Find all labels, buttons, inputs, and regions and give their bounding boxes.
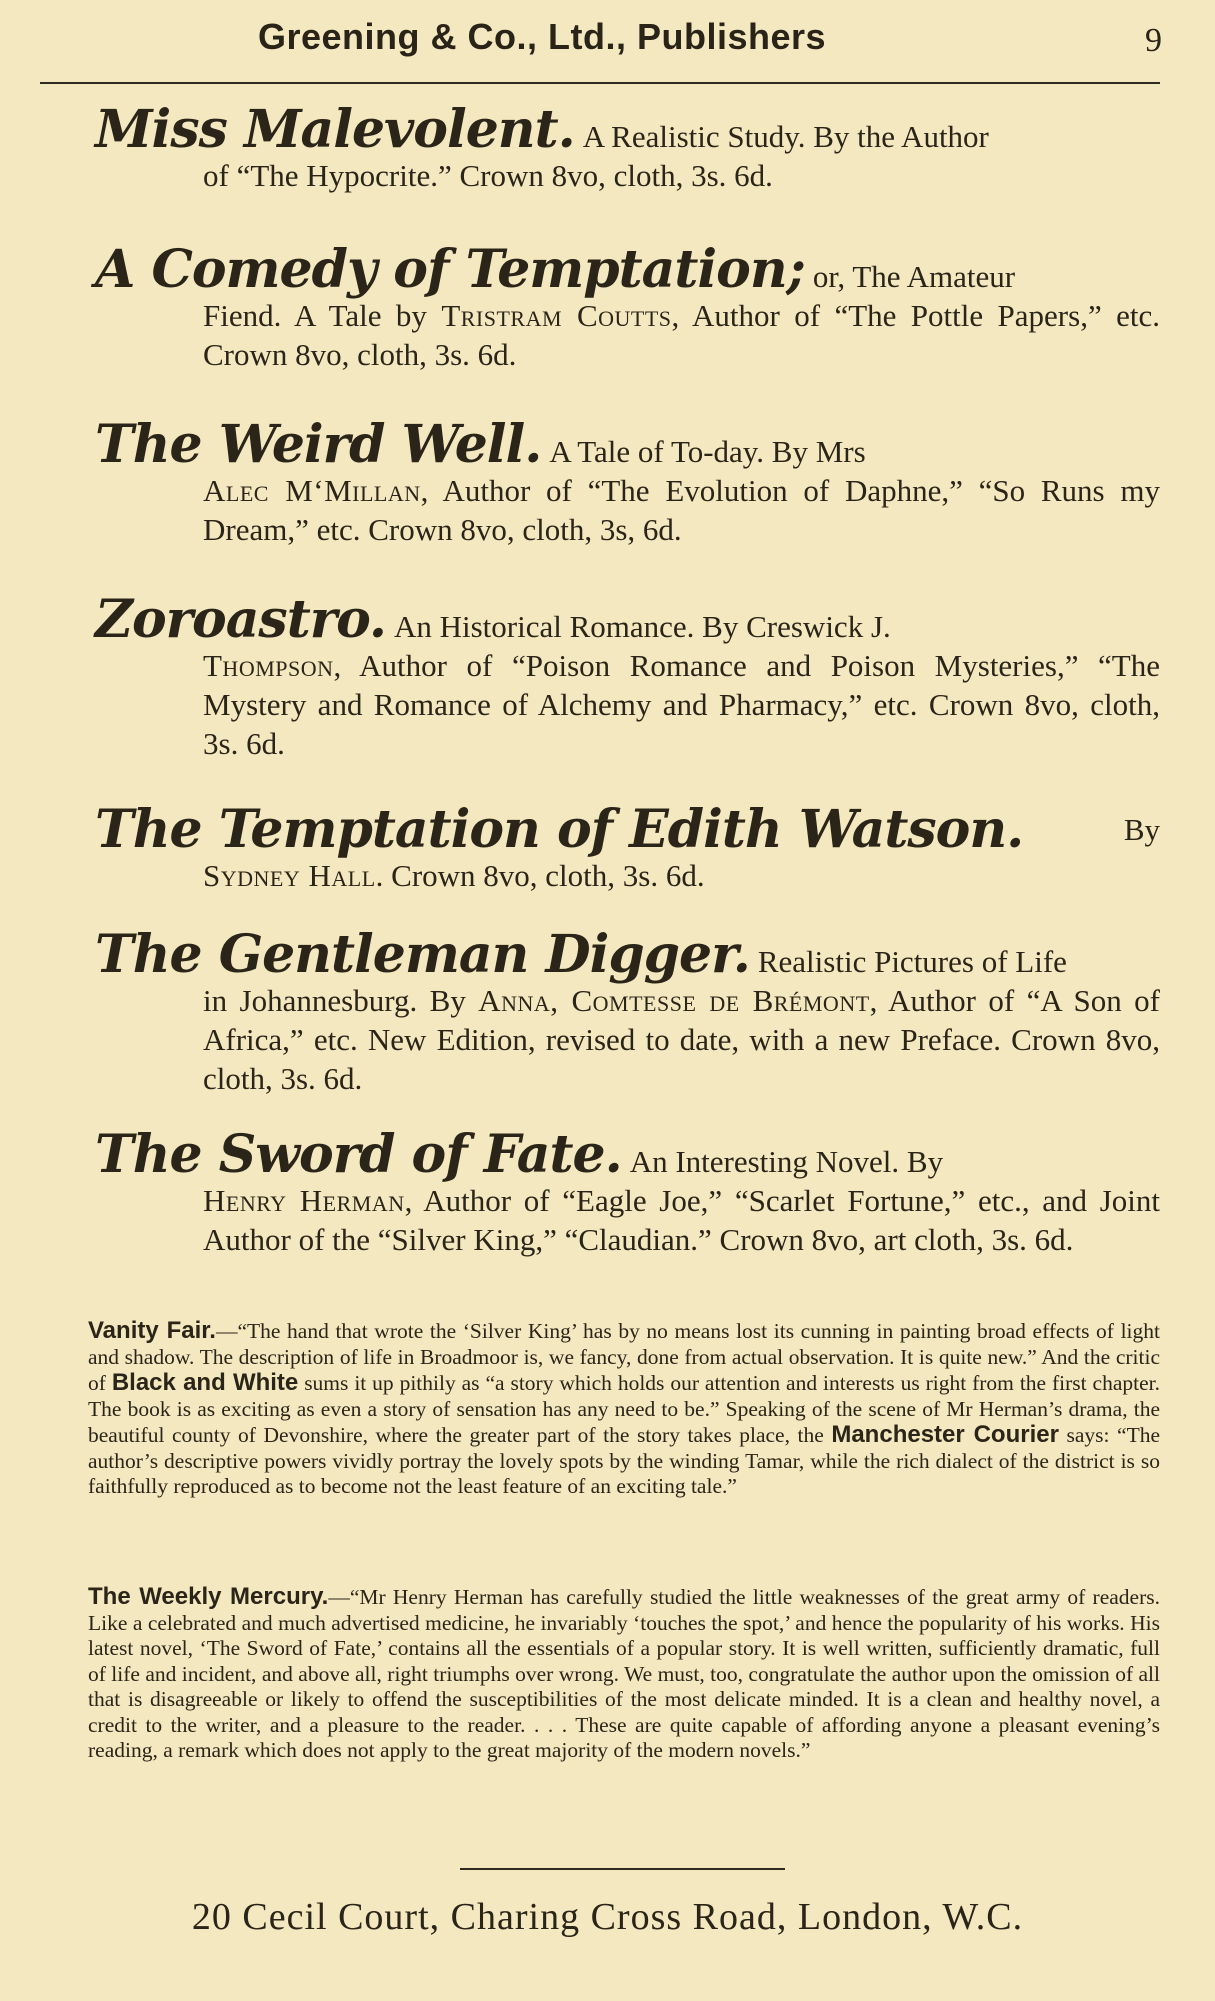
book-description: Realistic Pictures of Life — [757, 944, 1067, 979]
book-description: An Historical Romance. By Creswick J. — [393, 609, 891, 644]
author-name: Tristram Coutts — [441, 298, 672, 333]
page-number: 9 — [1145, 22, 1162, 59]
book-details: Henry Herman, Author of “Eagle Joe,” “Scarlet Fortune,” etc., and Joint Author of the “Silver King,” “Claudian.” Crown 8vo, art cloth, 3s. 6d. — [203, 1183, 1160, 1257]
book-title: The Temptation of Edith Watson. — [95, 799, 1024, 860]
book-details: Sydney Hall. Crown 8vo, cloth, 3s. 6d. — [203, 858, 705, 893]
review-source: Vanity Fair. — [88, 1317, 216, 1344]
book-title: The Gentleman Digger. — [95, 924, 750, 985]
review-source: The Weekly Mercury. — [88, 1583, 329, 1610]
review-source: Black and White — [111, 1369, 299, 1396]
book-details: Thompson, Author of “Poison Romance and Poison Mysteries,” “The Mystery and Romance of Alchemy and Pharmacy,” etc. Crown 8vo, cloth, 3s. 6d. — [203, 648, 1160, 761]
running-header — [40, 12, 1170, 72]
book-title: Miss Malevolent. — [95, 99, 575, 160]
book-entry — [95, 1124, 1160, 1259]
publisher-address: 20 Cecil Court, Charing Cross Road, London, W.C. — [191, 1896, 1024, 1938]
book-entry — [95, 799, 1160, 895]
review-source: Manchester Courier — [831, 1421, 1059, 1448]
book-title: A Comedy of Temptation; — [95, 239, 805, 300]
author-name: Henry Herman — [203, 1183, 405, 1218]
author-name: Sydney Hall — [203, 858, 376, 893]
book-title: The Sword of Fate. — [95, 1124, 622, 1185]
book-details: Fiend. A Tale by Tristram Coutts, Author of “The Pottle Papers,” etc. Crown 8vo, cloth, 3s. 6d. — [203, 298, 1160, 372]
book-details: of “The Hypocrite.” Crown 8vo, cloth, 3s. 6d. — [203, 158, 773, 193]
author-name: Alec M‘Millan — [203, 473, 421, 508]
header-rule — [40, 82, 1160, 84]
book-details: Alec M‘Millan, Author of “The Evolution of Daphne,” “So Runs my Dream,” etc. Crown 8vo, cloth, 3s, 6d. — [203, 473, 1160, 547]
book-entry — [95, 99, 1160, 195]
review-quote: Vanity Fair.—“The hand that wrote the ‘Silver King’ has by no means lost its cunning in painting broad effects of light and shadow. The description of life in Broadmoor is, we fancy, done from actual observation. It is quite new.” And the critic of Black and White sums it up pithily as “a story which holds our attention and interests us right from the first chapter. The book is as exciting as even a story of sensation has any need to be.” Speaking of the scene of Mr Herman’s drama, the beautiful county of Devonshire, where the greater part of the story takes place, the Manchester Courier says: “The author’s descriptive powers vividly portray the lovely spots by the winding Tamar, while the rich dialect of the district is so faithfully reproduced as to become not the least feature of an exciting tale.” — [88, 1317, 1161, 1498]
book-description: An Interesting Novel. By — [629, 1144, 944, 1179]
book-title: The Weird Well. — [95, 414, 542, 475]
author-name: Anna, Comtesse de Brémont — [478, 983, 870, 1018]
book-details: in Johannesburg. By Anna, Comtesse de Brémont, Author of “A Son of Africa,” etc. New Edition, revised to date, with a new Preface. Crown 8vo, cloth, 3s. 6d. — [203, 983, 1161, 1096]
footer-rule — [460, 1868, 785, 1870]
book-description: A Tale of To-day. By Mrs — [549, 434, 866, 469]
review-quote: The Weekly Mercury.—“Mr Henry Herman has carefully studied the little weaknesses of the great army of readers. Like a celebrated and much advertised medicine, he invariably ‘touches the spot,’ and hence the popularity of his works. His latest novel, ‘The Sword of Fate,’ contains all the essentials of a popular story. It is well written, sufficiently dramatic, full of life and incident, and above all, right triumphs over wrong. We must, too, congratulate the author upon the omission of all that is disagreeable or likely to offend the susceptibilities of the most delicate minded. It is a clean and healthy novel, a credit to the writer, and a pleasure to the reader. . . . These are quite capable of affording anyone a pleasant evening’s reading, a remark which does not apply to the great majority of the modern novels.” — [88, 1583, 1160, 1762]
book-entry — [95, 589, 1160, 763]
publisher-name: Greening & Co., Ltd., Publishers — [258, 16, 827, 57]
book-description: A Realistic Study. By the Author — [582, 119, 989, 154]
book-title: Zoroastro. — [95, 589, 386, 650]
book-entry — [95, 414, 1160, 549]
book-entry — [95, 924, 1161, 1098]
book-description: or, The Amateur — [812, 259, 1016, 294]
book-description: By — [1123, 812, 1160, 847]
author-name: Thompson — [203, 648, 334, 683]
book-entry — [95, 239, 1160, 374]
